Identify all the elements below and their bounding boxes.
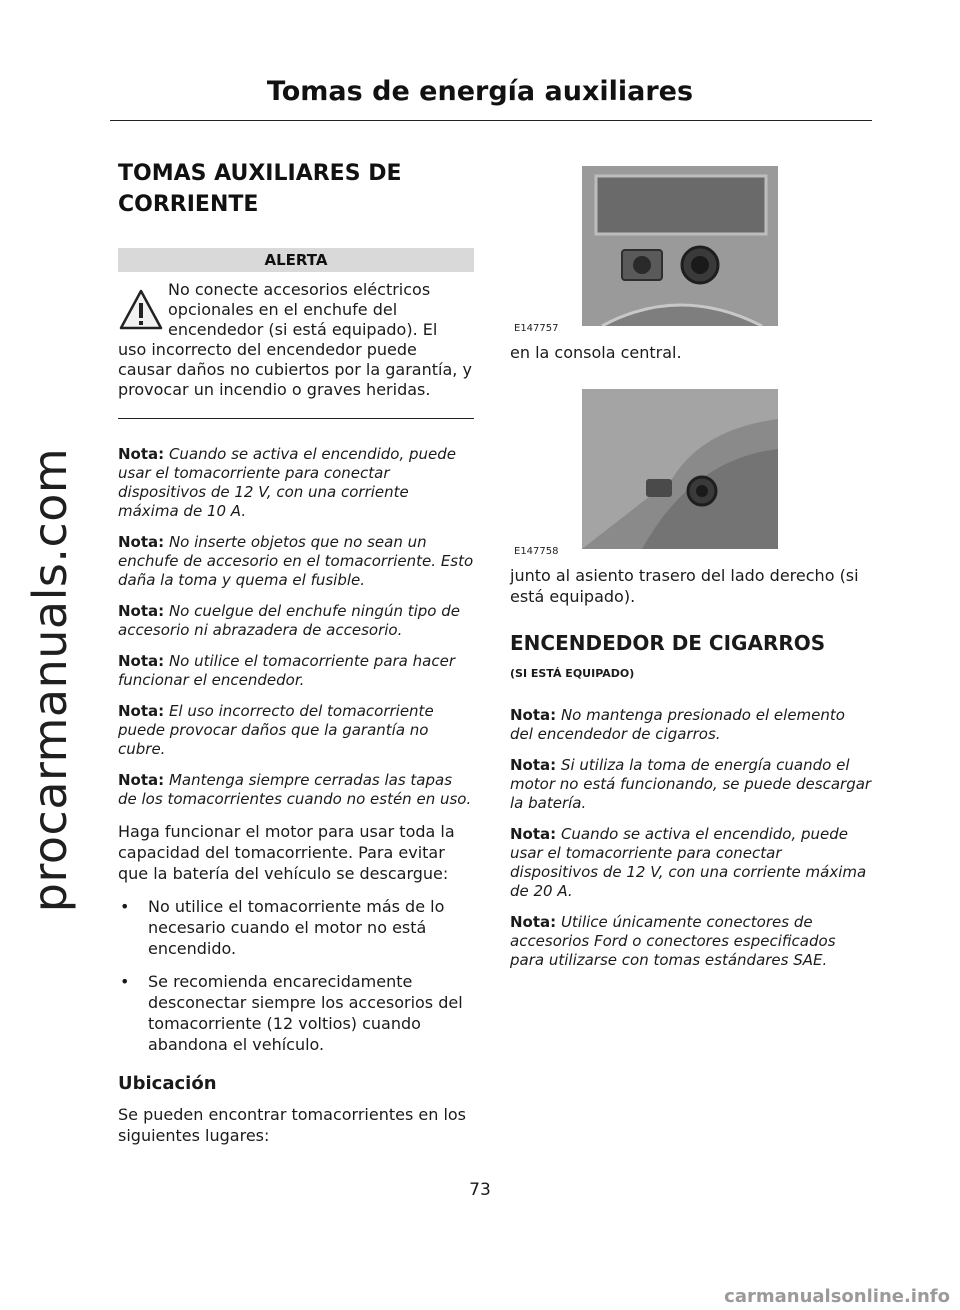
warning-triangle-icon (118, 288, 164, 332)
section-title-line-2: CORRIENTE (118, 192, 259, 217)
note-text: No cuelgue del enchufe ningún tipo de accesorio ni abrazadera de accesorio. (118, 602, 460, 639)
console-power-outlet-photo (582, 166, 778, 326)
section-title (118, 158, 474, 220)
rear-seat-power-outlet-photo (582, 389, 778, 549)
left-column (118, 158, 474, 1158)
bullet-text: Se recomienda encarecidamente desconectar siempre los accesorios del tomacorriente (12 voltios) cuando abandona el vehículo. (148, 972, 463, 1054)
note-label: Nota: (510, 706, 557, 724)
alert-line-1: No conecte accesorios eléctricos (168, 280, 431, 299)
note-label: Nota: (118, 771, 165, 789)
note (510, 706, 872, 744)
figure-console (510, 166, 872, 338)
section-title: ENCENDEDOR DE CIGARROS (510, 631, 826, 655)
note-label: Nota: (118, 533, 165, 551)
figure-caption: junto al asiento trasero del lado derecho (si está equipado). (510, 566, 859, 606)
bullet-item (118, 896, 474, 959)
alert-label: ALERTA (118, 248, 474, 272)
subheading: Ubicación (118, 1073, 217, 1094)
page-number: 73 (469, 1180, 491, 1200)
note-text: Cuando se activa el encendido, puede usar el tomacorriente para conectar dispositivos de 12 V, con una corriente máxima de 20 A. (510, 825, 867, 900)
note (510, 825, 872, 901)
note-label: Nota: (510, 825, 557, 843)
section-subtitle: (SI ESTÁ EQUIPADO) (510, 667, 635, 680)
note-text: El uso incorrecto del tomacorriente puede provocar daños que la garantía no cubre. (118, 702, 434, 758)
note-text: Cuando se activa el encendido, puede usar el tomacorriente para conectar dispositivos de 12 V, con una corriente máxima de 10 A. (118, 445, 457, 520)
running-header-title: Tomas de energía auxiliares (266, 76, 694, 107)
note-label: Nota: (510, 756, 557, 774)
alert-line-3: encendedor (si está equipado). El (168, 320, 438, 339)
alert-line-2: opcionales en el enchufe del (168, 300, 398, 319)
figure-rear-seat (510, 389, 872, 561)
note (510, 913, 872, 970)
note (118, 445, 474, 521)
bullet-item (118, 971, 474, 1055)
figure-caption: en la consola central. (510, 343, 682, 362)
figure-code: E147757 (514, 323, 559, 334)
note (118, 602, 474, 640)
note (118, 702, 474, 759)
note-text: No inserte objetos que no sean un enchufe de accesorio en el tomacorriente. Esto daña la toma y quema el fusible. (118, 533, 474, 589)
alert-text-rest: uso incorrecto del encendedor puede causar daños no cubiertos por la garantía, y provocar un incendio o graves heridas. (118, 340, 472, 399)
note-text: Si utiliza la toma de energía cuando el motor no está funcionando, se puede descargar la batería. (510, 756, 872, 812)
section-title-line-1: TOMAS AUXILIARES DE (118, 161, 402, 186)
alert-body (118, 280, 474, 400)
note-text: No utilice el tomacorriente para hacer funcionar el encendedor. (118, 652, 455, 689)
bullet-marker: • (120, 897, 130, 916)
footer-watermark: carmanualsonline.info (724, 1286, 950, 1307)
figure-code: E147758 (514, 546, 559, 557)
header-rule (110, 120, 872, 121)
note-text: Mantenga siempre cerradas las tapas de los tomacorrientes cuando no estén en uso. (118, 771, 472, 808)
body-paragraph: Se pueden encontrar tomacorrientes en los siguientes lugares: (118, 1105, 467, 1145)
note (118, 771, 474, 809)
side-watermark: procarmanuals.com (23, 447, 77, 913)
note-label: Nota: (118, 702, 165, 720)
note (118, 533, 474, 590)
right-column (510, 166, 872, 982)
note-label: Nota: (118, 602, 165, 620)
note-text: No mantenga presionado el elemento del encendedor de cigarros. (510, 706, 845, 743)
body-paragraph: Haga funcionar el motor para usar toda la capacidad del tomacorriente. Para evitar que la batería del vehículo se descargue: (118, 822, 455, 883)
bullet-text: No utilice el tomacorriente más de lo necesario cuando el motor no está encendido. (148, 897, 445, 958)
note (118, 652, 474, 690)
bullet-marker: • (120, 972, 130, 991)
note-label: Nota: (118, 445, 165, 463)
note-text: Utilice únicamente conectores de accesorios Ford o conectores especificados para utilizarse con tomas estándares SAE. (510, 913, 836, 969)
note-label: Nota: (510, 913, 557, 931)
note-label: Nota: (118, 652, 165, 670)
note (510, 756, 872, 813)
